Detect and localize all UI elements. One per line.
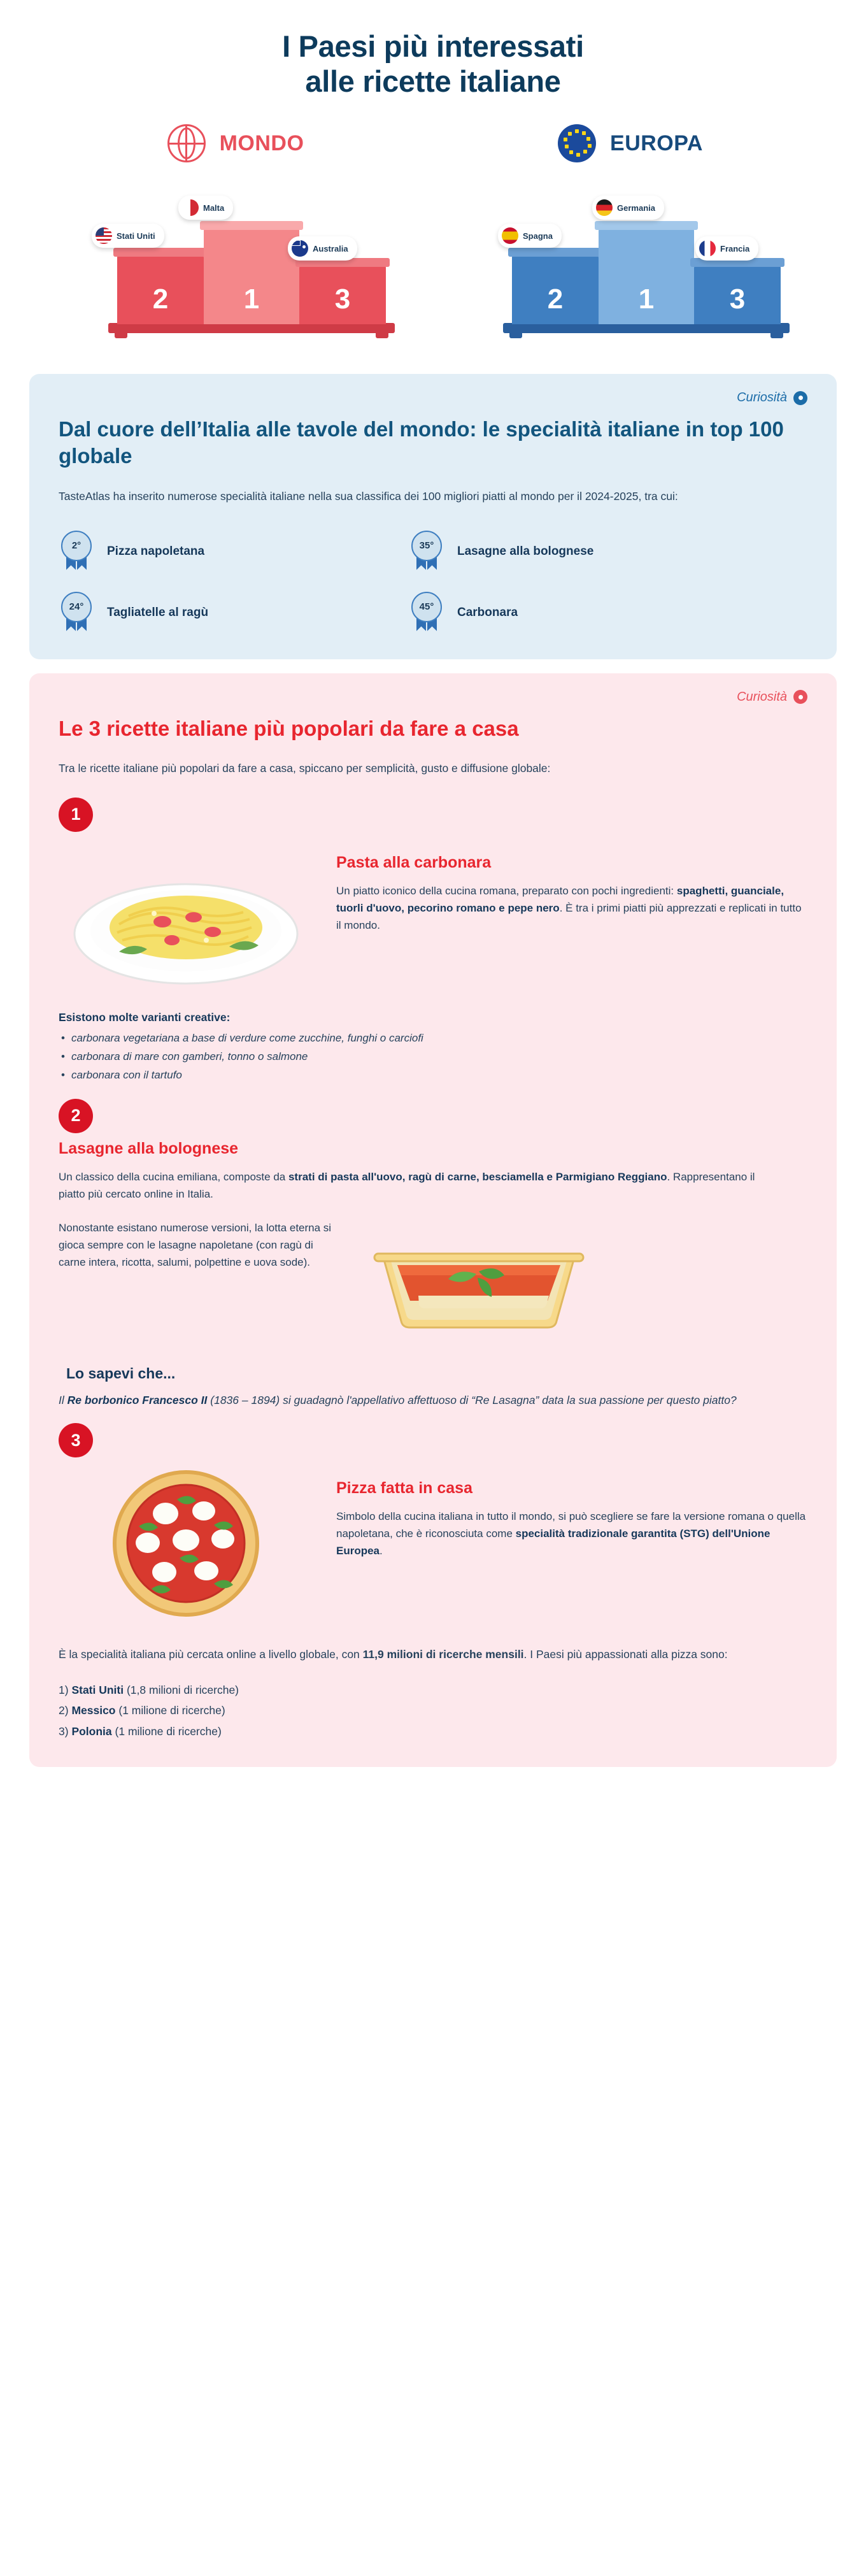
podium-bar-rank-3 xyxy=(299,266,386,324)
recipe-1-row xyxy=(59,838,807,994)
recipe-3-final-paragraph xyxy=(59,1645,807,1663)
podium-foot-left xyxy=(509,333,522,338)
recipe-3-text xyxy=(336,1464,807,1560)
country-detail: (1 milione di ricerche) xyxy=(118,1704,225,1717)
curiosita-badge xyxy=(737,390,807,405)
pizza-margherita-illustration xyxy=(59,1464,313,1626)
flag-australia-icon xyxy=(292,240,308,257)
final-bold: 11,9 milioni di ricerche mensili xyxy=(362,1648,524,1661)
badge-item xyxy=(409,592,734,634)
podium-bar-rank-2-number: 2 xyxy=(152,283,169,315)
country-name: Stati Uniti xyxy=(71,1684,124,1697)
recipe-number-2: 2 xyxy=(59,1099,93,1133)
country-detail: (1,8 milioni di ricerche) xyxy=(126,1684,239,1697)
card-recipes-intro: Tra le ricette italiane più popolari da fare a casa, spiccano per semplicità, gusto e diffusione globale: xyxy=(59,761,551,775)
top-100-badge-grid xyxy=(59,531,734,634)
list-item xyxy=(59,1721,807,1742)
podium-mondo xyxy=(64,124,408,338)
podium-europa-chart xyxy=(458,179,802,338)
podium-mondo-header xyxy=(64,124,408,162)
flag-us-icon xyxy=(96,227,112,244)
country-rank: 1) xyxy=(59,1684,69,1697)
chip-spagna xyxy=(498,224,562,248)
badge-label: Tagliatelle al ragù xyxy=(107,605,209,619)
recipe-2-row xyxy=(59,1219,807,1343)
flag-spain-icon xyxy=(502,227,518,244)
curiosita-dot-icon xyxy=(793,391,807,405)
chip-stati-uniti-label: Stati Uniti xyxy=(117,231,155,241)
recipe-2-p1-post: . Rappresentano il piatto più cercato online in Italia. xyxy=(59,1170,755,1200)
recipe-1-paragraph-pre: Un piatto iconico della cucina romana, preparato con pochi ingredienti: xyxy=(336,884,677,897)
chip-germania-label: Germania xyxy=(617,203,655,213)
ribbon-icon xyxy=(409,531,444,573)
chip-stati-uniti xyxy=(92,224,164,248)
badge-position: 35° xyxy=(411,531,442,561)
badge-label: Pizza napoletana xyxy=(107,544,205,558)
recipe-3-p-pre: Simbolo della cucina italiana in tutto il mondo, si può scegliere se fare la versione romana o quella napoletana, che è riconosciuta come xyxy=(336,1510,806,1540)
variant-item: • carbonara di mare con gamberi, tonno o salmone xyxy=(59,1048,807,1066)
recipe-3-paragraph xyxy=(336,1508,807,1560)
recipe-3-title: Pizza fatta in casa xyxy=(336,1479,472,1498)
podium-foot-left xyxy=(115,333,127,338)
podium-bar-rank-3-number: 3 xyxy=(729,283,746,315)
podium-section xyxy=(0,105,866,360)
podium-mondo-title: MONDO xyxy=(219,131,304,155)
badge-item xyxy=(59,592,383,634)
final-pre: È la specialità italiana più cercata online a livello globale, con xyxy=(59,1648,363,1661)
page-title-line-1: I Paesi più interessati xyxy=(282,29,584,63)
podium-bar-rank-1-number: 1 xyxy=(638,283,655,315)
recipe-1-text xyxy=(336,838,807,934)
final-post: . I Paesi più appassionati alla pizza sono: xyxy=(523,1648,728,1661)
podium-bar-rank-2-number: 2 xyxy=(547,283,564,315)
lasagne-tray-illustration xyxy=(358,1219,600,1343)
carbonara-plate-illustration xyxy=(59,838,313,994)
list-item xyxy=(59,1680,807,1700)
country-name: Messico xyxy=(71,1704,116,1717)
card-top-100-title: Dal cuore dell’Italia alle tavole del mondo: le specialità italiane in top 100 globale xyxy=(59,417,784,468)
podium-base xyxy=(108,323,395,333)
country-detail: (1 milione di ricerche) xyxy=(115,1724,222,1738)
chip-germania xyxy=(592,196,664,220)
card-top-100-body: TasteAtlas ha inserito numerose specialità italiane nella sua classifica dei 100 migliori piatti al mondo per il 2024-2025, tra cui: xyxy=(59,489,678,503)
variant-item: • carbonara con il tartufo xyxy=(59,1066,807,1085)
badge-item xyxy=(409,531,734,573)
recipe-3-row xyxy=(59,1464,807,1626)
chip-spagna-label: Spagna xyxy=(523,231,553,241)
podium-foot-right xyxy=(376,333,388,338)
recipe-number-1: 1 xyxy=(59,798,93,832)
recipe-1-variants-head: Esistono molte varianti creative: xyxy=(59,1010,231,1024)
ribbon-icon xyxy=(409,592,444,634)
chip-francia xyxy=(695,236,758,261)
recipe-2-paragraph-2: Nonostante esistano numerose versioni, la lotta eterna si gioca sempre con le lasagne napoletane (con ragù di carne intera, ricotta, salumi, polpettine e uova sode). xyxy=(59,1222,332,1269)
list-item xyxy=(59,1700,807,1721)
card-top-100 xyxy=(29,374,837,659)
podium-bar-rank-1 xyxy=(204,229,299,324)
podium-europa-title: EUROPA xyxy=(610,131,703,155)
badge-position: 24° xyxy=(61,592,92,622)
recipe-1-paragraph-post: . È tra i primi piatti più apprezzati e replicati in tutto il mondo. xyxy=(336,902,802,932)
recipe-1-paragraph-bold: spaghetti, guanciale, tuorli d'uovo, pecorino romano e pepe nero xyxy=(336,884,784,915)
globe-icon xyxy=(167,124,206,162)
chip-australia-label: Australia xyxy=(313,243,348,254)
curiosita-label: Curiosità xyxy=(737,390,787,405)
flag-germany-icon xyxy=(596,199,613,216)
podium-bar-rank-3-number: 3 xyxy=(334,283,351,315)
page-header xyxy=(0,0,866,105)
podium-bar-rank-1-number: 1 xyxy=(243,283,260,315)
sapevi-bold: Re borbonico Francesco II xyxy=(67,1394,208,1407)
page-title xyxy=(0,29,866,99)
podium-bar-rank-1 xyxy=(599,229,694,324)
card-recipes xyxy=(29,673,837,1768)
podium-europa-header xyxy=(458,124,802,162)
badge-item xyxy=(59,531,383,573)
curiosita-badge xyxy=(737,690,807,705)
podium-bar-rank-3 xyxy=(694,266,781,324)
podium-bar-rank-2 xyxy=(512,255,599,324)
ribbon-icon xyxy=(59,531,94,573)
ribbon-icon xyxy=(59,592,94,634)
curiosita-label: Curiosità xyxy=(737,689,787,704)
recipe-2-p1-pre: Un classico della cucina emiliana, composte da xyxy=(59,1170,288,1183)
badge-label: Lasagne alla bolognese xyxy=(457,544,594,558)
recipe-1-variants xyxy=(59,1011,807,1085)
podium-base xyxy=(503,323,790,333)
country-rank: 3) xyxy=(59,1724,69,1738)
recipe-1-paragraph xyxy=(336,882,807,934)
variant-item: • carbonara vegetariana a base di verdure come zucchine, funghi o carciofi xyxy=(59,1029,807,1048)
lo-sapevi-heading: Lo sapevi che... xyxy=(66,1365,176,1382)
recipe-3-p-bold: specialità tradizionale garantita (STG) dell'Unione Europea xyxy=(336,1528,770,1557)
badge-label: Carbonara xyxy=(457,605,518,619)
recipe-2-p1-bold: strati di pasta all'uovo, ragù di carne, besciamella e Parmigiano Reggiano xyxy=(288,1170,667,1183)
flag-malta-icon xyxy=(182,199,199,216)
podium-foot-right xyxy=(770,333,783,338)
podium-bar-rank-2 xyxy=(117,255,204,324)
sapevi-mid: (1836 – 1894) xyxy=(207,1394,283,1407)
chip-malta-label: Malta xyxy=(203,203,225,213)
badge-position: 45° xyxy=(411,592,442,622)
chip-francia-label: Francia xyxy=(720,243,750,254)
recipe-2-paragraph-1 xyxy=(59,1168,772,1203)
sapevi-pre: Il xyxy=(59,1394,67,1407)
podium-europa xyxy=(458,124,802,338)
sapevi-post: si guadagnò l'appellativo affettuoso di “Re Lasagna” data la sua passione per questo piatto? xyxy=(283,1394,737,1407)
flag-france-icon xyxy=(699,240,716,257)
badge-position: 2° xyxy=(61,531,92,561)
country-rank: 2) xyxy=(59,1704,69,1717)
podium-mondo-chart xyxy=(64,179,408,338)
recipe-1-title: Pasta alla carbonara xyxy=(336,853,492,871)
recipe-number-3: 3 xyxy=(59,1423,93,1457)
pizza-countries-list xyxy=(59,1680,807,1742)
recipe-3-p-post: . xyxy=(380,1545,383,1557)
chip-malta xyxy=(178,196,233,220)
recipe-2-title: Lasagne alla bolognese xyxy=(59,1139,239,1157)
lo-sapevi-paragraph xyxy=(59,1391,807,1409)
country-name: Polonia xyxy=(71,1724,112,1738)
curiosita-dot-icon xyxy=(793,690,807,704)
card-recipes-title: Le 3 ricette italiane più popolari da fare a casa xyxy=(59,716,519,740)
page-title-line-2: alle ricette italiane xyxy=(305,64,561,98)
chip-australia xyxy=(288,236,357,261)
eu-flag-icon xyxy=(558,124,596,162)
